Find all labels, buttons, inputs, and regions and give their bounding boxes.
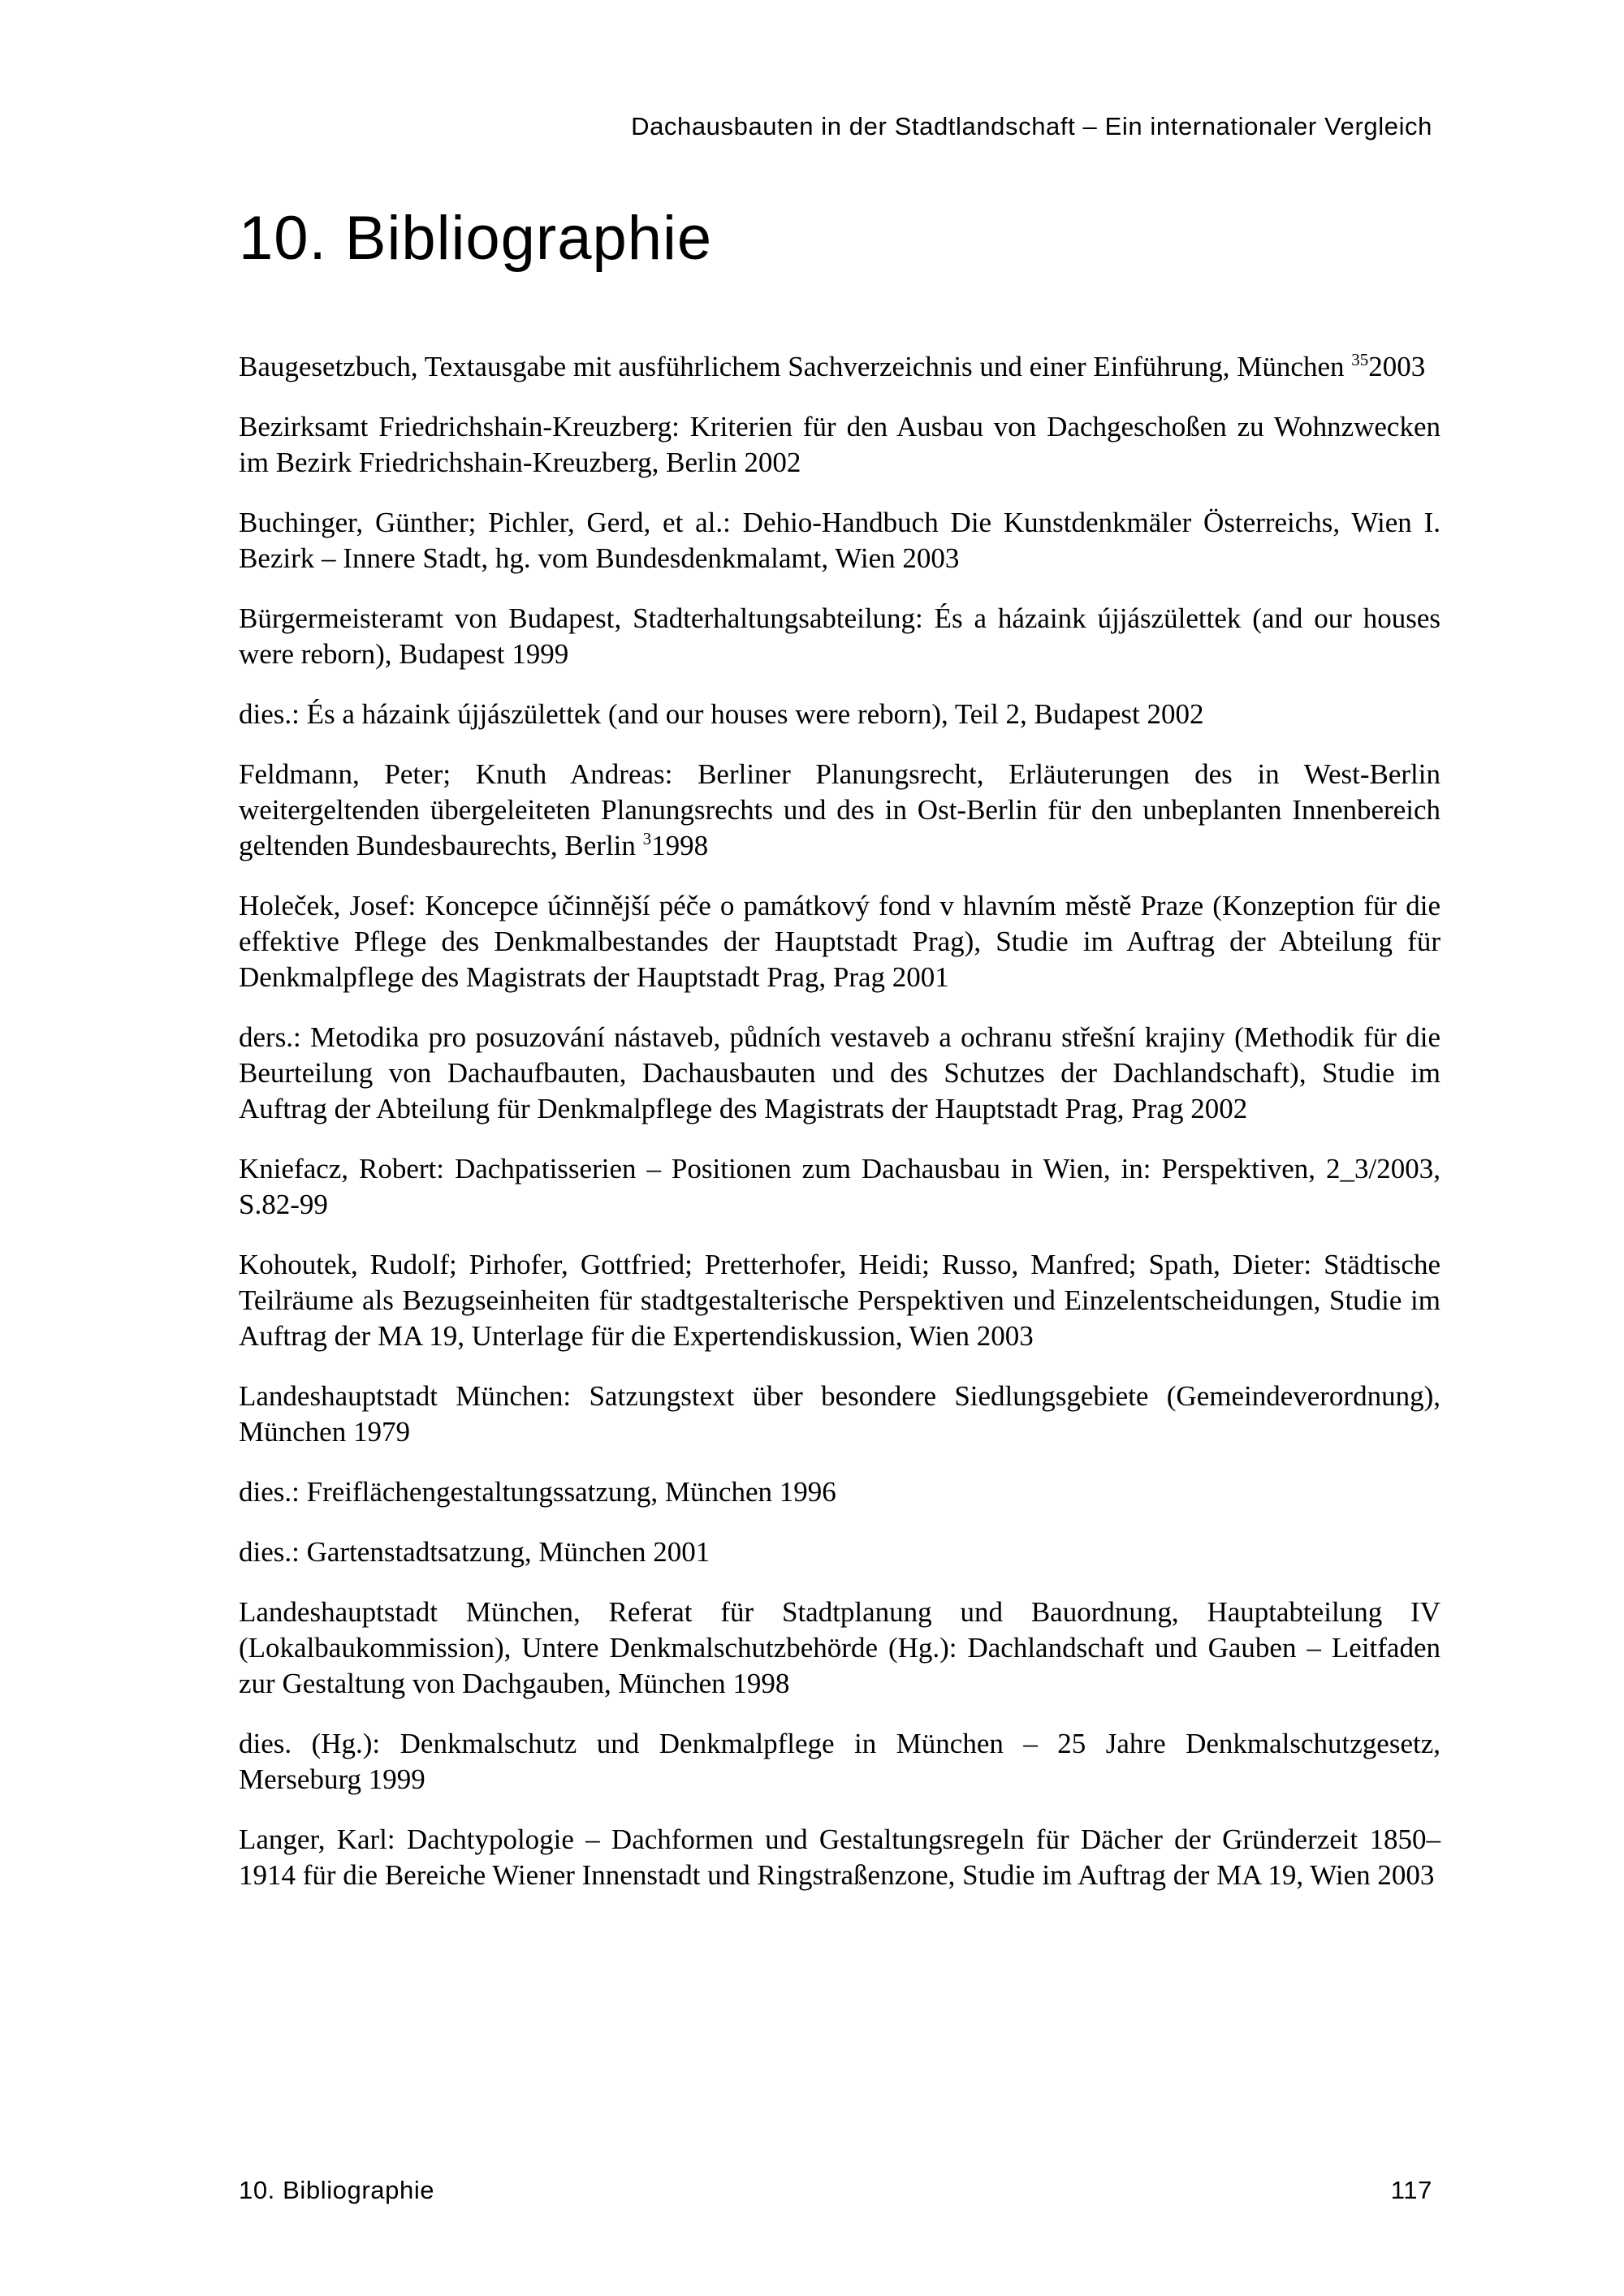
bib-entry	[239, 1595, 1440, 1702]
bib-entry	[239, 349, 1440, 385]
bib-entry	[239, 697, 1440, 732]
bib-entry-text: Bürgermeisteramt von Budapest, Stadterhaltungsabteilung: És a házaink újjászülettek (and our houses were reborn), Budapest 1999	[239, 602, 1440, 670]
bib-entry	[239, 505, 1440, 576]
bib-entry-text: Baugesetzbuch, Textausgabe mit ausführlichem Sachverzeichnis und einer Einführung, München	[239, 351, 1352, 382]
bib-entry-text: dies.: Freiflächengestaltungssatzung, München 1996	[239, 1476, 836, 1508]
bib-entry	[239, 1474, 1440, 1510]
running-header: Dachausbauten in der Stadtlandschaft – Ein internationaler Vergleich	[631, 112, 1432, 140]
footer-section-label: 10. Bibliographie	[239, 2176, 435, 2204]
bib-entry-text: Langer, Karl: Dachtypologie – Dachformen und Gestaltungsregeln für Dächer der Gründerzeit 1850–1914 für die Bereiche Wiener Innenstadt und Ringstraßenzone, Studie im Auftrag der MA 19, Wien 2003	[239, 1823, 1440, 1891]
bib-entry-text: Kohoutek, Rudolf; Pirhofer, Gottfried; Pretterhofer, Heidi; Russo, Manfred; Spath, Dieter: Städtische Teilräume als Bezugseinheiten für stadtgestalterische Perspektiven und Einzelentscheidungen, Studie im Auftrag der MA 19, Unterlage für die Expertendiskussion, Wien 2003	[239, 1249, 1440, 1352]
page-number: 117	[1390, 2176, 1432, 2204]
bib-entry-text: Buchinger, Günther; Pichler, Gerd, et al.: Dehio-Handbuch Die Kunstdenkmäler Österreichs, Wien I. Bezirk – Innere Stadt, hg. vom Bundesdenkmalamt, Wien 2003	[239, 507, 1440, 574]
bib-entry	[239, 601, 1440, 672]
bib-entry	[239, 409, 1440, 481]
bib-entry-text: Landeshauptstadt München, Referat für Stadtplanung und Bauordnung, Hauptabteilung IV (Lokalbaukommission), Untere Denkmalschutzbehörde (Hg.): Dachlandschaft und Gauben – Leitfaden zur Gestaltung von Dachgauben, München 1998	[239, 1596, 1440, 1699]
bib-entry-text: Kniefacz, Robert: Dachpatisserien – Positionen zum Dachausbau in Wien, in: Perspektiven, 2_3/2003, S.82-99	[239, 1153, 1440, 1220]
bib-entry-text: Feldmann, Peter; Knuth Andreas: Berliner Planungsrecht, Erläuterungen des in West-Berlin weitergeltenden übergeleiteten Planungsrechts und des in Ost-Berlin für den unbeplanten Innenbereich geltenden Bundesbaurechts, Berlin	[239, 758, 1440, 861]
bib-entry	[239, 1247, 1440, 1354]
edition-superscript: 35	[1351, 350, 1369, 369]
bib-entry	[239, 1379, 1440, 1450]
chapter-title: 10. Bibliographie	[239, 204, 713, 273]
bib-entry-text: dies.: És a házaink újjászülettek (and our houses were reborn), Teil 2, Budapest 2002	[239, 698, 1204, 730]
bib-entry	[239, 1726, 1440, 1798]
bib-entry-year: 1998	[651, 830, 709, 861]
bib-entry	[239, 757, 1440, 864]
bib-entry-text: ders.: Metodika pro posuzování nástaveb, půdních vestaveb a ochranu střešní krajiny (Methodik für die Beurteilung von Dachaufbauten, Dachausbauten und des Schutzes der Dachlandschaft), Studie im Auftrag der Abteilung für Denkmalpflege des Magistrats der Hauptstadt Prag, Prag 2002	[239, 1021, 1440, 1124]
bib-entry	[239, 1822, 1440, 1893]
bib-entry	[239, 1151, 1440, 1223]
bibliography-list	[239, 349, 1440, 1918]
bib-entry	[239, 888, 1440, 995]
edition-superscript: 3	[642, 829, 652, 848]
bib-entry-text: Bezirksamt Friedrichshain-Kreuzberg: Kriterien für den Ausbau von Dachgeschoßen zu Wohnzwecken im Bezirk Friedrichshain-Kreuzberg, Berlin 2002	[239, 411, 1440, 478]
bib-entry-year: 2003	[1368, 351, 1426, 382]
bib-entry-text: dies. (Hg.): Denkmalschutz und Denkmalpflege in München – 25 Jahre Denkmalschutzgesetz, Merseburg 1999	[239, 1728, 1440, 1795]
bib-entry	[239, 1534, 1440, 1570]
bib-entry	[239, 1020, 1440, 1127]
bib-entry-text: dies.: Gartenstadtsatzung, München 2001	[239, 1536, 710, 1568]
bib-entry-text: Holeček, Josef: Koncepce účinnější péče o památkový fond v hlavním městě Praze (Konzeption für die effektive Pflege des Denkmalbestandes der Hauptstadt Prag), Studie im Auftrag der Abteilung für Denkmalpflege des Magistrats der Hauptstadt Prag, Prag 2001	[239, 890, 1440, 993]
bib-entry-text: Landeshauptstadt München: Satzungstext über besondere Siedlungsgebiete (Gemeindeverordnung), München 1979	[239, 1380, 1440, 1448]
